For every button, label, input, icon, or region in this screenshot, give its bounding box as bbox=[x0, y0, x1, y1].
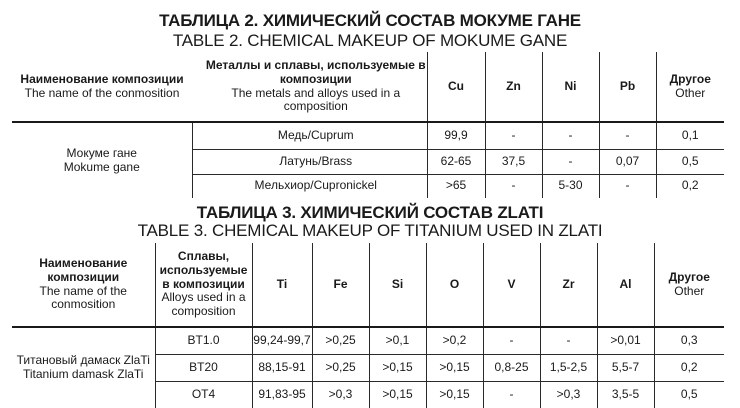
table2-cell-ni: 5-30 bbox=[542, 174, 599, 198]
table2-header-other-ru: Другое bbox=[669, 71, 711, 86]
table3-header-name-en: The name of the conmosition bbox=[39, 283, 127, 312]
table2-row-spacer bbox=[192, 174, 205, 198]
table2-header-row bbox=[12, 52, 724, 122]
table3-cell-fe: >0,3 bbox=[312, 381, 369, 408]
table2-header-other-en: Other bbox=[675, 85, 706, 100]
table3-header-v: V bbox=[483, 243, 540, 327]
table2-title-en: TABLE 2. CHEMICAL MAKEUP OF MOKUME GANE bbox=[172, 31, 568, 50]
table2-row-spacer bbox=[192, 149, 205, 174]
table3-cell-v: - bbox=[483, 381, 540, 408]
table3-header-other bbox=[654, 243, 724, 327]
table3-cell-other: 0,2 bbox=[654, 354, 724, 381]
table2-cell-other: 0,2 bbox=[656, 174, 724, 198]
table2-header-metals bbox=[205, 52, 427, 122]
table3-cell-o: >0,15 bbox=[426, 354, 483, 381]
table3-cell-alloy: BT20 bbox=[155, 354, 252, 381]
table3-title-en: TABLE 3. CHEMICAL MAKEUP OF TITANIUM USED IN ZLATI bbox=[137, 221, 603, 240]
table3-cell-zr: - bbox=[540, 327, 597, 354]
table2-header-ni: Ni bbox=[542, 52, 599, 122]
table3-cell-al: >0,01 bbox=[597, 327, 654, 354]
table3-header-alloys-en: Alloys used in a composition bbox=[161, 290, 246, 319]
table3-title-ru: ТАБЛИЦА 3. ХИМИЧЕСКИЙ СОСТАВ ZLATI bbox=[196, 203, 544, 222]
table3-cell-ti: 91,83-95 bbox=[252, 381, 312, 408]
table2-header-spacer bbox=[192, 52, 205, 122]
table2-cell-pb: - bbox=[599, 174, 656, 198]
table-row bbox=[12, 327, 724, 354]
table2-header-metals-ru: Металлы и сплавы, используемые в композиции bbox=[205, 57, 426, 86]
table2-cell-metal: Латунь/Brass bbox=[205, 149, 427, 174]
table3-header-other-ru: Другое bbox=[668, 269, 710, 284]
table3-cell-other: 0,3 bbox=[654, 327, 724, 354]
table2-cell-ni: - bbox=[542, 122, 599, 149]
table2-header-name-ru: Наименование композиции bbox=[20, 71, 184, 86]
table3 bbox=[12, 243, 724, 408]
table3-cell-fe: >0,25 bbox=[312, 327, 369, 354]
table2 bbox=[12, 52, 724, 198]
table2-header-other bbox=[656, 52, 724, 122]
table3-header-zr: Zr bbox=[540, 243, 597, 327]
table3-cell-si: >0,1 bbox=[369, 327, 426, 354]
table3-header-name-ru: Наименование композиции bbox=[39, 255, 128, 284]
table2-cell-zn: 37,5 bbox=[485, 149, 542, 174]
table2-cell-ni: - bbox=[542, 149, 599, 174]
table3-header-si: Si bbox=[369, 243, 426, 327]
table-row bbox=[12, 122, 724, 149]
table3-group-ru: Титановый дамаск ZlaTi bbox=[16, 353, 150, 368]
table3-header-row bbox=[12, 243, 724, 327]
table3-cell-al: 3,5-5 bbox=[597, 381, 654, 408]
table3-header-other-en: Other bbox=[674, 283, 705, 298]
table3-cell-o: >0,2 bbox=[426, 327, 483, 354]
table2-cell-metal: Мельхиор/Cupronickel bbox=[205, 174, 427, 198]
table2-cell-zn: - bbox=[485, 174, 542, 198]
table2-header-cu: Cu bbox=[427, 52, 485, 122]
table2-cell-other: 0,1 bbox=[656, 122, 724, 149]
table2-header-metals-en: The metals and alloys used in a composition bbox=[231, 85, 401, 114]
table2-cell-zn: - bbox=[485, 122, 542, 149]
table2-group-ru: Мокуме гане bbox=[66, 145, 137, 160]
table2-header-name bbox=[12, 52, 192, 122]
table2-group-en: Mokume gane bbox=[63, 159, 140, 174]
table3-cell-alloy: OT4 bbox=[155, 381, 252, 408]
table2-header-pb: Pb bbox=[599, 52, 656, 122]
table3-cell-al: 5,5-7 bbox=[597, 354, 654, 381]
table2-group-name bbox=[12, 122, 192, 198]
table3-header-fe: Fe bbox=[312, 243, 369, 327]
table3-cell-si: >0,15 bbox=[369, 381, 426, 408]
table3-header-alloys-ru: Сплавы, используемые в композиции bbox=[159, 249, 248, 291]
table2-header-name-en: The name of the conmosition bbox=[24, 85, 180, 100]
table2-row-spacer bbox=[192, 122, 205, 149]
table3-header-al: Al bbox=[597, 243, 654, 327]
table2-cell-other: 0,5 bbox=[656, 149, 724, 174]
table2-cell-metal: Медь/Cuprum bbox=[205, 122, 427, 149]
table3-group-en: Titanium damask ZlaTi bbox=[23, 367, 144, 381]
table3-header-name bbox=[12, 243, 155, 327]
table2-cell-cu: 62-65 bbox=[427, 149, 485, 174]
table3-cell-zr: 1,5-2,5 bbox=[540, 354, 597, 381]
table3-header-alloys bbox=[155, 243, 252, 327]
table3-cell-v: - bbox=[483, 327, 540, 354]
table3-cell-zr: >0,3 bbox=[540, 381, 597, 408]
table3-header-o: O bbox=[426, 243, 483, 327]
table2-header-zn: Zn bbox=[485, 52, 542, 122]
table3-group-name bbox=[12, 327, 155, 408]
table2-cell-cu: >65 bbox=[427, 174, 485, 198]
table3-cell-fe: >0,25 bbox=[312, 354, 369, 381]
table2-cell-cu: 99,9 bbox=[427, 122, 485, 149]
table3-cell-alloy: BT1.0 bbox=[155, 327, 252, 354]
table2-title-ru: ТАБЛИЦА 2. ХИМИЧЕСКИЙ СОСТАВ МОКУМЕ ГАНЕ bbox=[159, 11, 581, 30]
table3-header-ti: Ti bbox=[252, 243, 312, 327]
table3-cell-o: >0,15 bbox=[426, 381, 483, 408]
table3-cell-si: >0,15 bbox=[369, 354, 426, 381]
table3-cell-other: 0,5 bbox=[654, 381, 724, 408]
table2-cell-pb: 0,07 bbox=[599, 149, 656, 174]
table3-cell-v: 0,8-25 bbox=[483, 354, 540, 381]
table3-cell-ti: 88,15-91 bbox=[252, 354, 312, 381]
table3-cell-ti: 99,24-99,7 bbox=[252, 327, 312, 354]
table2-cell-pb: - bbox=[599, 122, 656, 149]
